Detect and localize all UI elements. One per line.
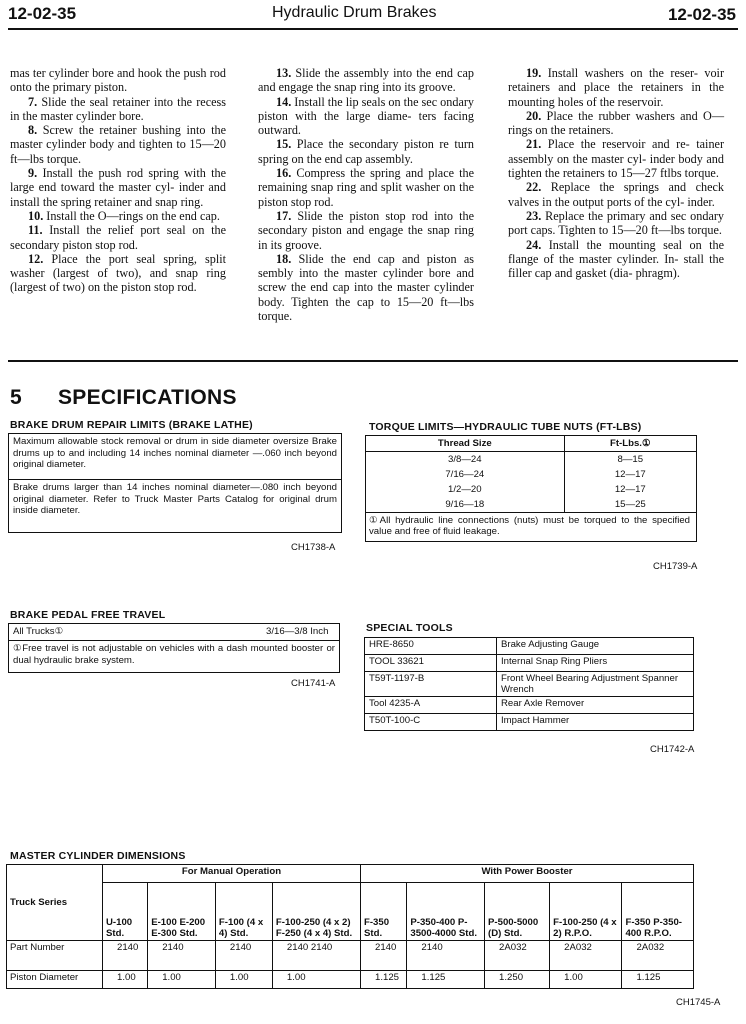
step-text: Install the lip seals on the sec ondary piston with the large diame- ters facing outward. bbox=[258, 94, 474, 138]
paragraph bbox=[508, 180, 724, 209]
tool-row bbox=[365, 697, 694, 714]
step-text: Place the rubber washers and O—rings on the retainers. bbox=[508, 108, 725, 138]
torque-cell: 3/8—24 bbox=[366, 452, 565, 467]
step-text: Install washers on the reser- voir retainers and place the retainers in the mounting holes of the reservoir. bbox=[508, 66, 724, 109]
step-number: 13. bbox=[276, 66, 296, 80]
tool-name: Impact Hammer bbox=[497, 714, 694, 731]
mc-column-header: F-100-250 (4 x 2) F-250 (4 x 4) Std. bbox=[272, 883, 360, 941]
brake-drum-table bbox=[8, 433, 342, 533]
header-rule bbox=[8, 28, 738, 30]
pedal-row bbox=[9, 624, 339, 641]
step-text: Install the mounting seal on the flange of the master cylinder. In- stall the filler cap and gasket (dia- phragm). bbox=[508, 237, 724, 281]
tools-title: SPECIAL TOOLS bbox=[366, 622, 453, 634]
pedal-title: BRAKE PEDAL FREE TRAVEL bbox=[10, 609, 166, 621]
step-text: Slide the piston stop rod into the secondary piston and engage the snap ring in its groove. bbox=[258, 208, 475, 252]
pedal-table bbox=[8, 623, 340, 673]
paragraph bbox=[258, 252, 474, 323]
torque-table bbox=[365, 435, 697, 512]
text-column-2 bbox=[258, 66, 474, 323]
torque-row bbox=[366, 452, 697, 467]
tools-table bbox=[364, 637, 694, 731]
mc-row-label: Piston Diameter bbox=[7, 971, 103, 989]
paragraph bbox=[508, 66, 724, 109]
paragraph bbox=[10, 166, 226, 209]
torque-note: ①All hydraulic line connections (nuts) must be torqued to the specified value and free of fluid leakage. bbox=[365, 512, 697, 542]
paragraph bbox=[508, 209, 724, 238]
tool-id: HRE-8650 bbox=[365, 638, 497, 655]
mc-cell: 2140 bbox=[360, 941, 406, 971]
tool-row bbox=[365, 714, 694, 731]
step-text: Install the relief port seal on the secondary piston stop rod. bbox=[10, 223, 227, 252]
mc-column-header: E-100 E-200 E-300 Std. bbox=[148, 883, 216, 941]
tool-row bbox=[365, 672, 694, 697]
step-text: Slide the assembly into the end cap and engage the snap ring into its groove. bbox=[258, 66, 474, 95]
step-text: Slide the end cap and piston as sembly into the master cylinder bore and screw the end cap into the master cylinder body. Tighten the cap to 15—20 ft—lbs torque. bbox=[258, 251, 475, 324]
torque-row bbox=[366, 497, 697, 512]
step-text: Screw the retainer bushing into the master cylinder body and tighten to 15—20 ft—lbs torque. bbox=[10, 123, 226, 166]
mc-cell: 1.125 bbox=[360, 971, 406, 989]
mc-column-header: P-350-400 P-3500-4000 Std. bbox=[407, 883, 485, 941]
paragraph bbox=[508, 137, 724, 180]
paragraph bbox=[10, 123, 226, 166]
step-text: Slide the seal retainer into the recess in the master cylinder bore. bbox=[10, 94, 226, 123]
torque-cell: 12—17 bbox=[564, 482, 696, 497]
text-column-3 bbox=[508, 66, 724, 280]
section-rule bbox=[8, 360, 738, 362]
step-number: 9. bbox=[28, 166, 43, 181]
mc-cell: 2A032 bbox=[622, 941, 694, 971]
tool-row bbox=[365, 655, 694, 672]
step-number: 20. bbox=[526, 108, 547, 123]
tool-id: TOOL 33621 bbox=[365, 655, 497, 672]
paragraph bbox=[258, 95, 474, 138]
paragraph bbox=[10, 252, 226, 295]
mc-cell: 2140 bbox=[148, 941, 216, 971]
mc-column-header: F-350 Std. bbox=[360, 883, 406, 941]
paragraph bbox=[10, 209, 226, 223]
mc-column-header: F-100-250 (4 x 2) R.P.O. bbox=[550, 883, 622, 941]
step-number: 14. bbox=[276, 94, 295, 109]
mc-cell: 2A032 bbox=[550, 941, 622, 971]
section-title: SPECIFICATIONS bbox=[58, 386, 237, 409]
text-column-1 bbox=[10, 66, 226, 295]
mc-cell: 1.00 bbox=[215, 971, 272, 989]
torque-title: TORQUE LIMITS—HYDRAULIC TUBE NUTS (FT-LBS) bbox=[369, 421, 642, 433]
torque-code: CH1739-A bbox=[653, 561, 698, 572]
pedal-note: ①Free travel is not adjustable on vehicles with a dash mounted booster or dual hydraulic brake system. bbox=[13, 643, 335, 666]
mc-cell: 2A032 bbox=[485, 941, 550, 971]
torque-table-wrap bbox=[365, 435, 697, 542]
step-number: 10. bbox=[28, 208, 47, 223]
tool-name: Front Wheel Bearing Adjustment Spanner Wrench bbox=[497, 672, 694, 697]
mc-cell: 1.00 bbox=[148, 971, 216, 989]
torque-cell: 15—25 bbox=[564, 497, 696, 512]
step-number: 11. bbox=[28, 223, 50, 238]
step-number: 19. bbox=[526, 66, 548, 80]
tool-row bbox=[365, 638, 694, 655]
step-text: Replace the springs and check valves in the output ports of the cyl- inder. bbox=[508, 180, 724, 209]
tool-id: T50T-100-C bbox=[365, 714, 497, 731]
paragraph bbox=[258, 137, 474, 166]
brake-drum-title: BRAKE DRUM REPAIR LIMITS (BRAKE LATHE) bbox=[10, 419, 253, 431]
mc-cell: 2140 bbox=[407, 941, 485, 971]
master-cylinder-title: MASTER CYLINDER DIMENSIONS bbox=[10, 850, 186, 862]
step-number: 23. bbox=[526, 208, 546, 223]
mc-column-header: F-350 P-350-400 R.P.O. bbox=[622, 883, 694, 941]
step-number: 7. bbox=[28, 94, 42, 109]
mc-row bbox=[7, 971, 694, 989]
paragraph bbox=[508, 238, 724, 281]
paragraph bbox=[10, 223, 226, 252]
step-text: Place the secondary piston re turn spring on the end cap assembly. bbox=[258, 137, 474, 166]
torque-cell: 1/2—20 bbox=[366, 482, 565, 497]
step-number: 17. bbox=[276, 208, 298, 223]
step-text: Place the port seal spring, split washer (largest of two), and snap ring (largest of two) on the piston stop rod. bbox=[10, 251, 227, 295]
torque-row bbox=[366, 467, 697, 482]
tools-code: CH1742-A bbox=[650, 744, 695, 755]
page-number-right: 12-02-35 bbox=[667, 5, 736, 24]
torque-cell: 9/16—18 bbox=[366, 497, 565, 512]
tool-name: Internal Snap Ring Pliers bbox=[497, 655, 694, 672]
paragraph bbox=[10, 66, 226, 95]
mc-column-header: U-100 Std. bbox=[103, 883, 148, 941]
brake-drum-row-2: Brake drums larger than 14 inches nominal diameter—.080 inch beyond original diameter. Refer to Truck Master Parts Catalog for original drum inside diameter. bbox=[13, 482, 337, 516]
step-number: 24. bbox=[526, 237, 549, 252]
paragraph bbox=[258, 209, 474, 252]
master-cylinder-table bbox=[6, 864, 694, 989]
master-cylinder-code: CH1745-A bbox=[676, 997, 721, 1008]
page-number-left: 12-02-35 bbox=[8, 4, 77, 23]
step-text: Compress the spring and place the remaining snap ring and split washer on the piston stop rod. bbox=[258, 166, 474, 209]
paragraph bbox=[508, 109, 724, 138]
step-number: 16. bbox=[276, 166, 297, 181]
mc-cell: 1.00 bbox=[550, 971, 622, 989]
mc-cell: 1.250 bbox=[485, 971, 550, 989]
mc-column-header: P-500-5000 (D) Std. bbox=[485, 883, 550, 941]
step-text: mas ter cylinder bore and hook the push rod onto the primary piston. bbox=[10, 66, 226, 95]
step-text: Place the reservoir and re- tainer assembly on the master cyl- inder body and tighten the retainers to 15—27 ftlbs torque. bbox=[508, 137, 725, 181]
tool-id: Tool 4235-A bbox=[365, 697, 497, 714]
mc-cell: 1.125 bbox=[622, 971, 694, 989]
step-number: 21. bbox=[526, 137, 548, 152]
torque-header-ftlbs: Ft-Lbs.① bbox=[564, 436, 696, 452]
mc-cell: 1.00 bbox=[103, 971, 148, 989]
torque-header-thread: Thread Size bbox=[366, 436, 565, 452]
tool-id: T59T-1197-B bbox=[365, 672, 497, 697]
mc-row-label: Part Number bbox=[7, 941, 103, 971]
mc-group-manual: For Manual Operation bbox=[103, 865, 361, 883]
mc-cell: 2140 bbox=[215, 941, 272, 971]
section-number: 5 bbox=[10, 386, 22, 409]
step-number: 18. bbox=[276, 251, 299, 266]
paragraph bbox=[10, 95, 226, 124]
mc-row-header: Truck Series bbox=[7, 865, 103, 941]
tool-name: Brake Adjusting Gauge bbox=[497, 638, 694, 655]
mc-column-header: F-100 (4 x 4) Std. bbox=[215, 883, 272, 941]
pedal-value: 3/16—3/8 Inch bbox=[266, 626, 329, 637]
step-text: Replace the primary and sec ondary port caps. Tighten to 15—20 ft—lbs torque. bbox=[508, 208, 725, 238]
step-text: Install the push rod spring with the large end toward the master cyl- inder and install the spring retainer and snap ring. bbox=[10, 166, 227, 209]
mc-row bbox=[7, 941, 694, 971]
pedal-code: CH1741-A bbox=[291, 678, 336, 689]
step-number: 22. bbox=[526, 180, 551, 195]
torque-cell: 12—17 bbox=[564, 467, 696, 482]
torque-row bbox=[366, 482, 697, 497]
brake-drum-code: CH1738-A bbox=[291, 542, 336, 553]
step-number: 15. bbox=[276, 137, 297, 152]
paragraph bbox=[258, 166, 474, 209]
pedal-label: All Trucks① bbox=[13, 626, 64, 637]
torque-cell: 8—15 bbox=[564, 452, 696, 467]
mc-group-power: With Power Booster bbox=[360, 865, 693, 883]
mc-cell: 1.125 bbox=[407, 971, 485, 989]
tool-name: Rear Axle Remover bbox=[497, 697, 694, 714]
brake-drum-row-1: Maximum allowable stock removal or drum in side diameter oversize Brake drums up to and including 14 inches nominal diameter —.060 inch beyond original diameter. bbox=[9, 434, 341, 480]
mc-cell: 2140 bbox=[103, 941, 148, 971]
paragraph bbox=[258, 66, 474, 95]
step-text: Install the O—rings on the end cap. bbox=[46, 208, 220, 223]
mc-cell: 1.00 bbox=[272, 971, 360, 989]
torque-cell: 7/16—24 bbox=[366, 467, 565, 482]
mc-cell: 2140 2140 bbox=[272, 941, 360, 971]
step-number: 12. bbox=[28, 251, 52, 266]
step-number: 8. bbox=[28, 123, 43, 138]
page-title: Hydraulic Drum Brakes bbox=[272, 4, 437, 21]
